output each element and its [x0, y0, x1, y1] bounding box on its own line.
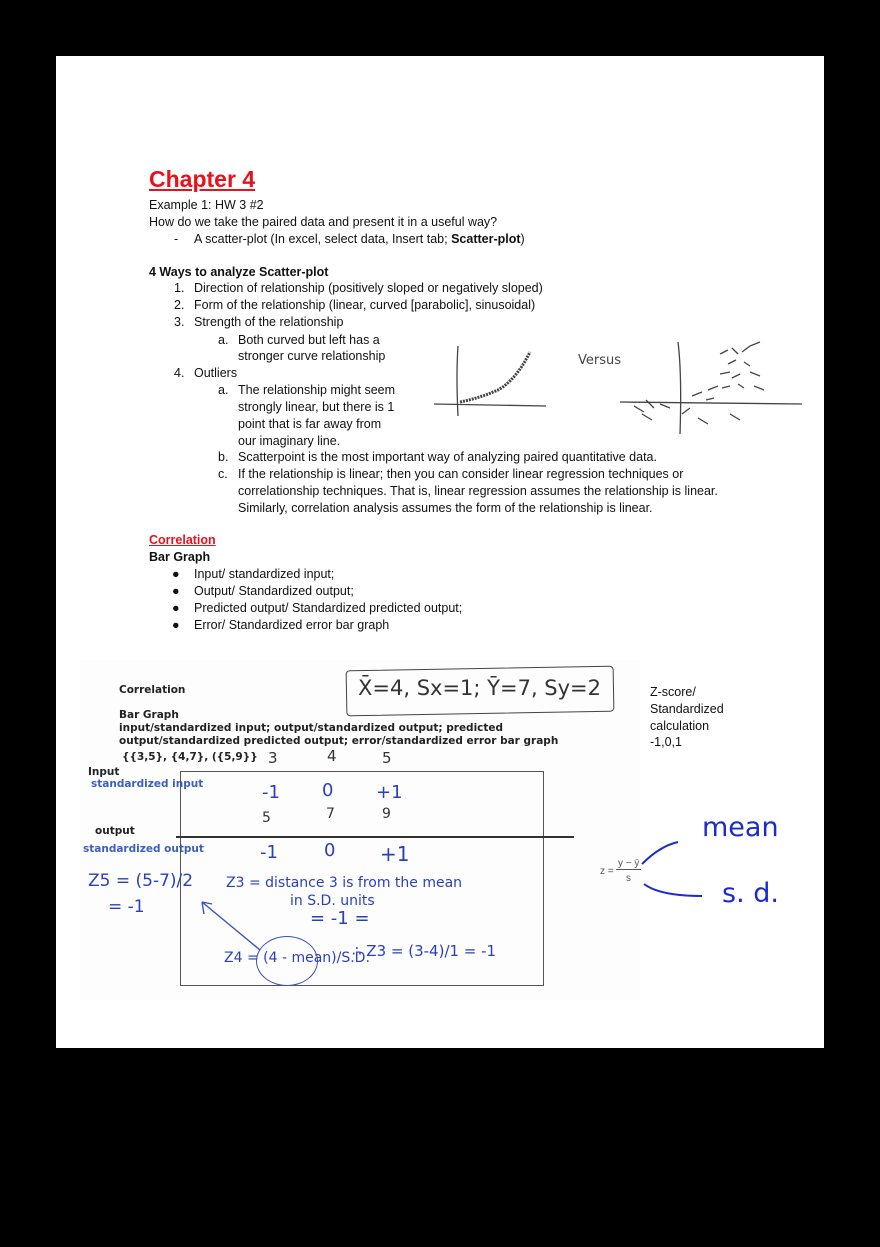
formula-lhs: z =: [600, 866, 614, 877]
output-tick-5: 5: [262, 810, 271, 826]
output-tick-7: 7: [326, 806, 335, 822]
outlier-sub-c-line-2: correlationship techniques. That is, linear regression assumes the relationship is linear.: [238, 484, 718, 498]
std-input-pos1: +1: [376, 782, 403, 803]
question-line: How do we take the paired data and present it in a useful way?: [149, 215, 498, 229]
outlier-sub-a-line-4: our imaginary line.: [238, 434, 341, 448]
example-line: Example 1: HW 3 #2: [149, 198, 264, 212]
strength-sub-line-1: Both curved but left has a: [238, 333, 380, 347]
std-output-neg1: -1: [260, 842, 278, 863]
bullet-item-1: Input/ standardized input;: [194, 567, 335, 581]
shot-bar-graph: Bar Graph: [119, 709, 179, 721]
std-output-pos1: +1: [380, 842, 410, 866]
way-num-2: 2.: [174, 298, 185, 312]
z4-note: Z4 = (4 - mean)/S.D.: [224, 950, 370, 966]
outlier-sub-c-line-1: If the relationship is linear; then you can consider linear regression techniques or: [238, 467, 684, 481]
input-tick-5: 5: [382, 749, 392, 767]
side-note-line-2: Standardized: [650, 701, 724, 716]
std-input-neg1: -1: [262, 782, 280, 803]
scatter-text: A scatter-plot (In excel, select data, Insert tab;: [194, 232, 452, 246]
row-label-std-output: standardized output: [83, 843, 204, 855]
mean-annotation: mean: [702, 812, 779, 843]
formula-numerator: y − ȳ: [618, 858, 640, 869]
input-tick-3: 3: [268, 749, 278, 767]
outlier-sub-c-letter: c.: [218, 467, 228, 481]
output-axis-line: [176, 836, 574, 838]
formula-denominator: s: [626, 873, 631, 884]
correlation-heading: Correlation: [149, 533, 216, 547]
zscore-formula-image: [596, 806, 824, 966]
z5-formula: Z5 = (5-7)/2: [88, 871, 194, 891]
z5-note: [88, 868, 193, 920]
way-4: Outliers: [194, 366, 238, 380]
dash-marker: -: [174, 232, 179, 246]
scatter-suffix: ): [520, 232, 525, 246]
outlier-sub-a-line-1: The relationship might seem: [238, 383, 396, 397]
row-label-output: output: [95, 825, 135, 837]
bullet-item-3: Predicted output/ Standardized predicted output;: [194, 601, 463, 615]
shot-correlation: Correlation: [119, 684, 186, 696]
bullet-item-2: Output/ Standardized output;: [194, 584, 354, 598]
scatter-sketch-drawing: [420, 334, 802, 434]
side-note-line-1: Z-score/: [650, 685, 696, 699]
shot-desc-line-1: input/standardized input; output/standardized output; predicted: [119, 722, 504, 734]
z3-calc: ∴ Z3 = (3-4)/1 = -1: [352, 942, 497, 960]
chapter-title: Chapter 4: [149, 166, 256, 192]
bullet-icon: ●: [172, 601, 180, 615]
bullet-icon: ●: [172, 618, 180, 632]
strength-sub-line-2: stronger curve relationship: [238, 349, 386, 363]
side-note: [650, 684, 724, 751]
input-tick-4: 4: [327, 747, 337, 765]
bullet-icon: ●: [172, 567, 180, 581]
z3-note-line-3: = -1 =: [310, 908, 370, 929]
std-input-0: 0: [322, 780, 334, 801]
scatter-sketch-image: [420, 334, 802, 434]
way-1: Direction of relationship (positively sloped or negatively sloped): [194, 281, 543, 295]
way-2: Form of the relationship (linear, curved [parabolic], sinusoidal): [194, 298, 536, 312]
outlier-sub-a-letter: a.: [218, 383, 229, 397]
z3-note-line-1: Z3 = distance 3 is from the mean: [226, 875, 463, 891]
z3-note-line-2: in S.D. units: [290, 893, 375, 909]
way-num-3: 3.: [174, 315, 185, 329]
versus-label: Versus: [578, 353, 622, 368]
std-output-0: 0: [324, 840, 336, 861]
way-3: Strength of the relationship: [194, 315, 344, 329]
way-num-1: 1.: [174, 281, 185, 295]
z5-result: = -1: [108, 897, 145, 917]
outlier-sub-c-line-3: Similarly, correlation analysis assumes the form of the relationship is linear.: [238, 501, 653, 515]
bullet-icon: ●: [172, 584, 180, 598]
outlier-sub-b-letter: b.: [218, 450, 229, 464]
shot-desc-line-2: output/standardized predicted output; error/standardized error bar graph: [119, 735, 559, 747]
scatter-plot-item: [194, 231, 525, 248]
side-note-line-3: calculation: [650, 718, 710, 733]
ways-heading: 4 Ways to analyze Scatter-plot: [149, 265, 329, 279]
row-label-std-input: standardized input: [91, 778, 204, 790]
output-tick-9: 9: [382, 806, 391, 822]
row-label-input: Input: [88, 766, 120, 778]
shot-pairs: {{3,5}, {4,7}, ({5,9}}: [122, 751, 258, 763]
handwritten-stats: X̄=4, Sx=1; Ȳ=7, Sy=2: [358, 676, 602, 700]
side-note-line-4: -1,0,1: [650, 735, 682, 750]
bullet-item-4: Error/ Standardized error bar graph: [194, 618, 390, 632]
outlier-sub-a-line-2: strongly linear, but there is 1: [238, 400, 395, 414]
outlier-sub-a-line-3: point that is far away from: [238, 417, 382, 431]
outlier-sub-b-line-1: Scatterpoint is the most important way of analyzing paired quantitative data.: [238, 450, 657, 464]
lecture-screenshot: [80, 660, 640, 1000]
arrow-icon: [198, 898, 268, 952]
sd-annotation: s. d.: [722, 878, 779, 909]
document-page: [56, 56, 824, 1048]
way-num-4: 4.: [174, 366, 185, 380]
scatter-bold: Scatter-plot: [451, 232, 521, 246]
bar-graph-heading: Bar Graph: [149, 550, 211, 564]
strength-sub-letter: a.: [218, 333, 229, 347]
